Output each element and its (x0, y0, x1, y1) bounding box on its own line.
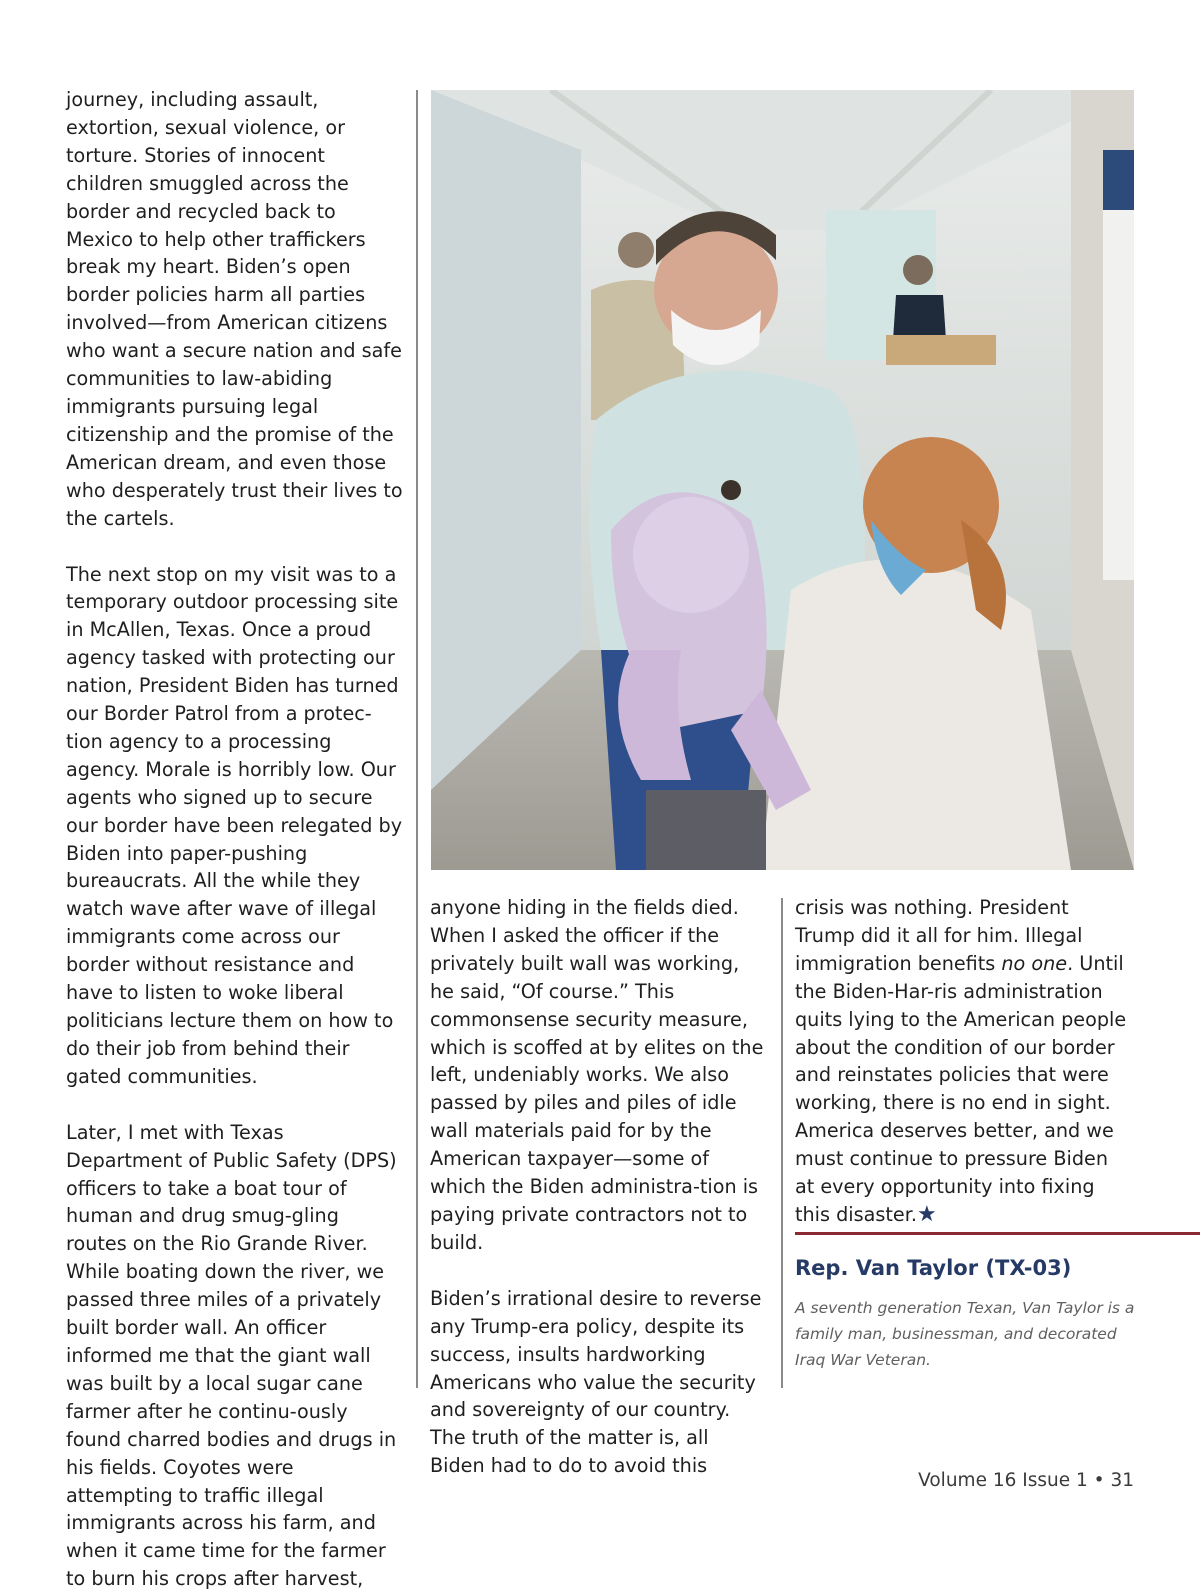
article-paragraph: Biden’s irrational desire to reverse any Trump-era policy, despite its success, insults hardworking Americans who value the security and sovereignty of our country. The truth of the matter is, all Biden had to do to avoid this (430, 1286, 762, 1478)
emphasis-text: no one (1001, 951, 1068, 975)
column-divider (416, 90, 418, 1388)
article-paragraph: journey, including assault, extortion, sexual violence, or torture. Stories of innocent children smuggled across the border and recycled back to Mexico to help other traffickers break my heart. Biden’s open border policies harm all parties involved—from American citizens who want a secure nation and safe communities to law-abiding immigrants pursuing legal citizenship and the promise of the American dream, and even those who desperately trust their lives to the cartels. (66, 88, 403, 530)
column-divider (781, 898, 783, 1388)
footer-separator: • (1093, 1470, 1105, 1491)
article-paragraph (795, 894, 1133, 1229)
article-paragraph: anyone hiding in the fields died. When I asked the officer if the privately built wall was working, he said, “Of course.” This commonsense security measure, which is scoffed at by elites on the left, undeniably works. We also passed by piles and piles of idle wall materials paid for by the American taxpayer—some of which the Biden administra-tion is paying private contractors not to build. (430, 896, 764, 1254)
author-divider (795, 1232, 1200, 1235)
article-column-left (66, 86, 403, 1593)
page-footer (918, 1470, 1134, 1491)
paragraph-text: . Until the Biden-Har-ris administration quits lying to the American people about the condition of our border and reinstates policies that were working, there is no end in sight. America deserves better, and we must continue to pressure Biden at every opportunity into fixing this disaster. (795, 951, 1127, 1226)
article-column-right (795, 894, 1133, 1229)
article-photo (431, 90, 1134, 870)
paragraph-text: crisis was nothing. President Trump did it all for him. Illegal immigration benefits (795, 896, 1083, 975)
issue-label: Volume 16 Issue 1 (918, 1470, 1088, 1491)
author-name: Rep. Van Taylor (TX-03) (795, 1256, 1072, 1280)
article-column-middle (430, 894, 768, 1480)
author-bio: A seventh generation Texan, Van Taylor is a family man, businessman, and decorated Iraq War Veteran. (795, 1299, 1135, 1369)
article-paragraph: The next stop on my visit was to a temporary outdoor processing site in McAllen, Texas. Once a proud agency tasked with protecting our nation, President Biden has turned our Border Patrol from a protec-tion agency to a processing agency. Morale is horribly low. Our agents who signed up to secure our border have been relegated by Biden into paper-pushing bureaucrats. All the while they watch wave after wave of illegal immigrants come across our border without resistance and have to listen to woke liberal politicians lecture them on how to do their job from behind their gated communities. (66, 562, 403, 1088)
star-icon: ★ (916, 1201, 937, 1227)
page-number: 31 (1110, 1470, 1134, 1491)
article-paragraph: Later, I met with Texas Department of Public Safety (DPS) officers to take a boat tour of human and drug smug-gling routes on the Rio Grande River. While boating down the river, we passed three miles of a privately built border wall. An officer informed me that the giant wall was built by a local sugar cane farmer after he continu-ously found charred bodies and drugs in his fields. Coyotes were attempting to traffic illegal immigrants across his farm, and when it came time for the farmer to burn his crops after harvest, (66, 1120, 397, 1591)
